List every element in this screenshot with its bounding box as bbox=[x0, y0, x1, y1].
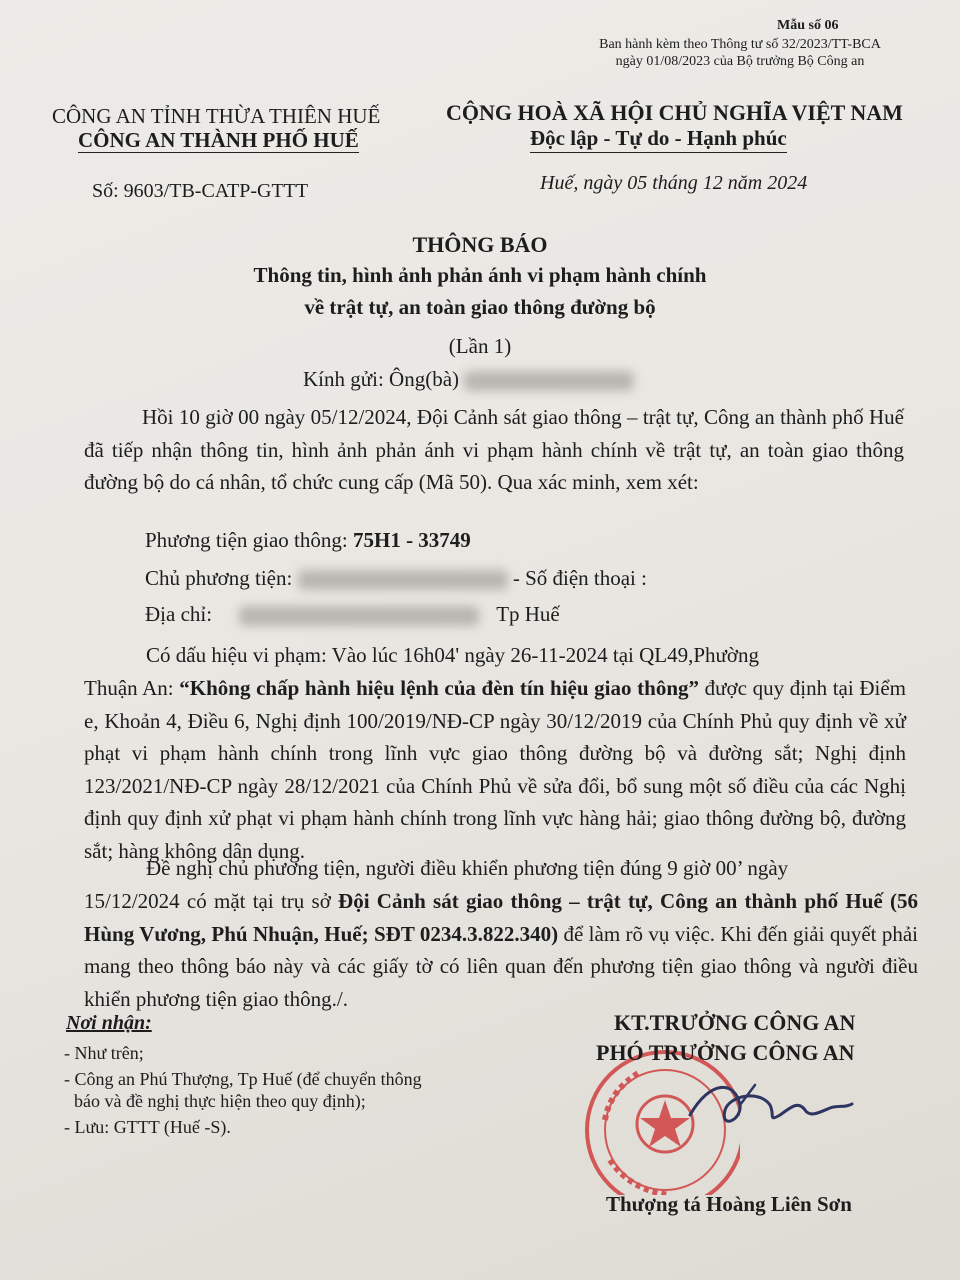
recipient-item-continued: báo và đề nghị thực hiện theo quy định); bbox=[74, 1091, 366, 1111]
address-line: Địa chỉ: Tp Huế bbox=[145, 602, 560, 626]
signer-name: Thượng tá Hoàng Liên Sơn bbox=[606, 1192, 852, 1216]
violation-paragraph: Thuận An: “Không chấp hành hiệu lệnh của đèn tín hiệu giao thông” được quy định tại Điểm e, Khoản 4, Điều 6, Nghị định 100/2019/NĐ-CP ngày 30/12/2019 của Chính Phủ quy định về xử phạt vi phạm hành chính trong lĩnh vực giao thông đường bộ và đường sắt; Nghị định 123/2021/NĐ-CP ngày 28/12/2021 của Chính Phủ về sửa đổi, bổ sung một số điều của các Nghị định quy định xử phạt vi phạm hành chính trong lĩnh vực hàng hải; giao thông đường bộ, đường sắt; hàng không dân dụng. bbox=[84, 676, 907, 863]
intro-paragraph: Hồi 10 giờ 00 ngày 05/12/2024, Đội Cảnh sát giao thông – trật tự, Công an thành phố Huế đã tiếp nhận thông tin, hình ảnh phản ánh vi phạm hành chính về trật tự, an toàn giao thông đường bộ do cá nhân, tổ chức cung cấp (Mã 50). Qua xác minh, xem xét: bbox=[84, 405, 904, 494]
document-subtitle-2: về trật tự, an toàn giao thông đường bộ bbox=[304, 295, 656, 319]
issuance-line-1: Ban hành kèm theo Thông tư số 32/2023/TT-BCA bbox=[599, 37, 881, 52]
owner-line: Chủ phương tiện: - Số điện thoại : bbox=[145, 566, 647, 590]
notice-round: (Lần 1) bbox=[448, 334, 512, 358]
license-plate: 75H1 - 33749 bbox=[352, 528, 471, 552]
office-address: Đội Cảnh sát giao thông – trật tự, Công an thành phố Huế (56 Hùng Vương, Phú Nhuận, Huế; SĐT 0234.3.822.340) bbox=[84, 889, 918, 946]
document-title: THÔNG BÁO bbox=[412, 232, 548, 257]
national-title: CỘNG HOÀ XÃ HỘI CHỦ NGHĨA VIỆT NAM bbox=[446, 100, 903, 125]
document-number: Số: 9603/TB-CATP-GTTT bbox=[92, 180, 309, 202]
document-date: Huế, ngày 05 tháng 12 năm 2024 bbox=[540, 172, 808, 194]
request-paragraph-start: Đề nghị chủ phương tiện, người điều khiển phương tiện đúng 9 giờ 00’ ngày bbox=[146, 856, 789, 880]
redacted-recipient-name bbox=[464, 371, 634, 391]
recipient-line: Kính gửi: Ông(bà) bbox=[303, 367, 634, 392]
redacted-address bbox=[239, 606, 479, 626]
vehicle-line: Phương tiện giao thông: 75H1 - 33749 bbox=[145, 528, 471, 552]
handwritten-signature bbox=[680, 1060, 860, 1150]
document-subtitle-1: Thông tin, hình ảnh phản ánh vi phạm hành chính bbox=[253, 263, 707, 287]
recipients-heading: Nơi nhận: bbox=[66, 1012, 152, 1034]
issuing-agency: CÔNG AN THÀNH PHỐ HUẾ bbox=[78, 128, 359, 152]
form-number: Mẫu số 06 bbox=[777, 18, 839, 33]
national-motto: Độc lập - Tự do - Hạnh phúc bbox=[530, 126, 787, 153]
redacted-owner-name bbox=[298, 570, 508, 590]
parent-agency: CÔNG AN TỈNH THỪA THIÊN HUẾ bbox=[52, 104, 381, 128]
violation-paragraph-start: Có dấu hiệu vi phạm: Vào lúc 16h04' ngày 26-11-2024 tại QL49,Phường bbox=[146, 643, 760, 667]
issuance-note bbox=[575, 36, 905, 70]
recipient-item: - Như trên; bbox=[64, 1043, 144, 1063]
recipient-item: - Công an Phú Thượng, Tp Huế (để chuyển thông bbox=[64, 1069, 422, 1089]
recipient-item: - Lưu: GTTT (Huế -S). bbox=[64, 1117, 231, 1137]
issuance-line-2: ngày 01/08/2023 của Bộ trưởng Bộ Công an bbox=[615, 54, 865, 69]
request-paragraph: 15/12/2024 có mặt tại trụ sở Đội Cảnh sát giao thông – trật tự, Công an thành phố Huế (56 Hùng Vương, Phú Nhuận, Huế; SĐT 0234.3.822.340) để làm rõ vụ việc. Khi đến giải quyết phải mang theo thông báo này và các giấy tờ có liên quan đến phương tiện giao thông và người điều khiển phương tiện giao thông./. bbox=[84, 889, 919, 1011]
violation-name: “Không chấp hành hiệu lệnh của đèn tín hiệu giao thông” bbox=[179, 676, 700, 700]
signer-position: PHÓ TRƯỞNG CÔNG AN bbox=[596, 1040, 855, 1065]
signer-authority: KT.TRƯỞNG CÔNG AN bbox=[614, 1010, 856, 1035]
